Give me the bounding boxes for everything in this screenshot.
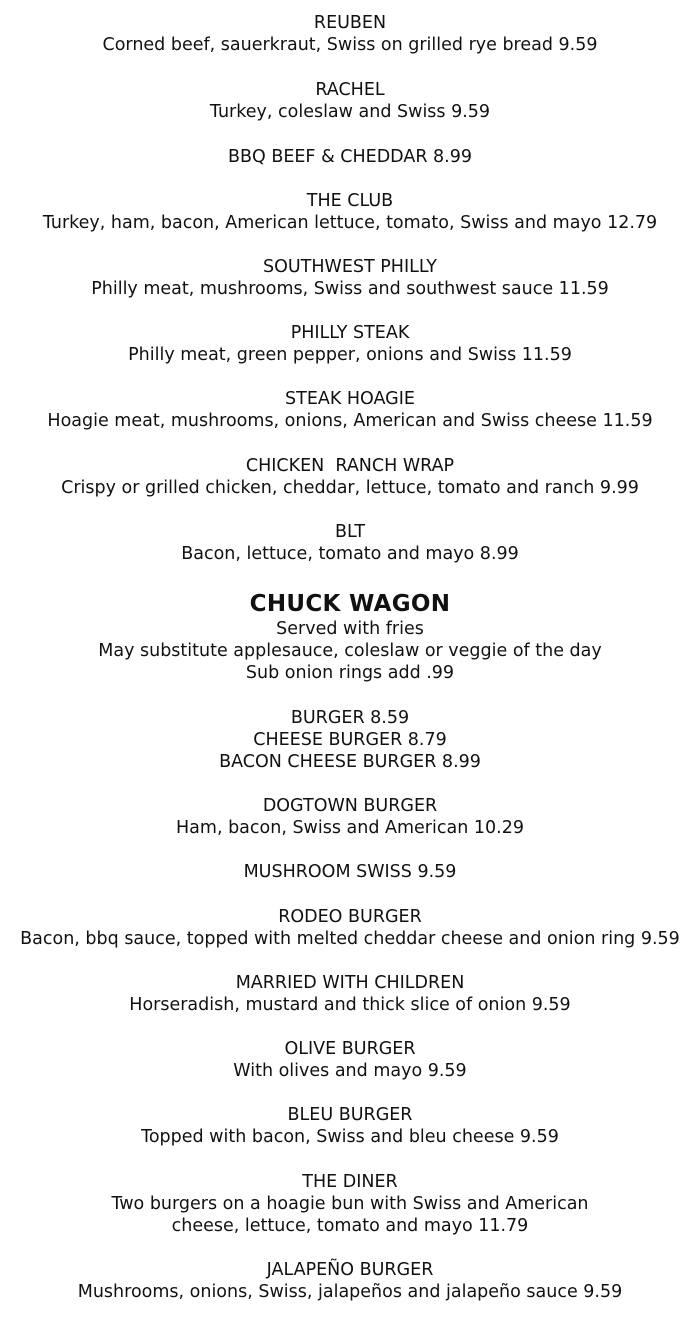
- item-name: PHILLY STEAK: [290, 323, 410, 343]
- item-name: RACHEL: [315, 80, 385, 100]
- section-note: May substitute applesauce, coleslaw or veggie of the day: [98, 641, 602, 661]
- item-description: Horseradish, mustard and thick slice of onion 9.59: [129, 995, 571, 1015]
- item-description: Two burgers on a hoagie bun with Swiss and American: [111, 1194, 589, 1214]
- item-description: Hoagie meat, mushrooms, onions, American and Swiss cheese 11.59: [47, 411, 653, 431]
- item-name: RODEO BURGER: [278, 907, 422, 927]
- item-name: SOUTHWEST PHILLY: [262, 257, 437, 277]
- item-name: BLEU BURGER: [287, 1105, 413, 1125]
- item-name: MARRIED WITH CHILDREN: [235, 973, 465, 993]
- item-description: Topped with bacon, Swiss and bleu cheese 9.59: [141, 1127, 559, 1147]
- section-note: Served with fries: [276, 619, 424, 639]
- menu-item-southwest-philly: [0, 256, 700, 300]
- item-description: Philly meat, mushrooms, Swiss and southwest sauce 11.59: [91, 279, 609, 299]
- item-description: Turkey, ham, bacon, American lettuce, tomato, Swiss and mayo 12.79: [42, 213, 658, 233]
- menu-item-bleu-burger: [0, 1104, 700, 1148]
- item-description: Mushrooms, onions, Swiss, jalapeños and jalapeño sauce 9.59: [77, 1282, 623, 1302]
- item-description: Bacon, lettuce, tomato and mayo 8.99: [181, 544, 519, 564]
- menu-item-chicken-ranch-wrap: [0, 455, 700, 499]
- item-name: OLIVE BURGER: [284, 1039, 416, 1059]
- item-description: cheese, lettuce, tomato and mayo 11.79: [171, 1216, 529, 1236]
- menu-item-blt: [0, 521, 700, 565]
- menu-item-olive-burger: [0, 1038, 700, 1082]
- item-name: BBQ BEEF & CHEDDAR 8.99: [227, 147, 473, 167]
- item-description: Bacon, bbq sauce, topped with melted cheddar cheese and onion ring 9.59: [20, 929, 680, 949]
- item-description: Crispy or grilled chicken, cheddar, lettuce, tomato and ranch 9.99: [61, 478, 639, 498]
- item-description: With olives and mayo 9.59: [233, 1061, 467, 1081]
- menu-item-married-with-children: [0, 972, 700, 1016]
- item-description: Philly meat, green pepper, onions and Swiss 11.59: [128, 345, 572, 365]
- section-title: CHUCK WAGON: [249, 591, 451, 617]
- menu-item-the-club: [0, 190, 700, 234]
- menu-item-the-diner: [0, 1171, 700, 1237]
- menu-item-steak-hoagie: [0, 388, 700, 432]
- section-note: Sub onion rings add .99: [245, 663, 455, 683]
- item-description: Corned beef, sauerkraut, Swiss on grilled rye bread 9.59: [102, 35, 598, 55]
- menu-item-reuben: [0, 12, 700, 56]
- menu-item-philly-steak: [0, 322, 700, 366]
- item-name: THE DINER: [302, 1172, 398, 1192]
- menu-item-mushroom-swiss: [0, 861, 700, 883]
- item-name: CHICKEN RANCH WRAP: [245, 456, 455, 476]
- item-name: STEAK HOAGIE: [285, 389, 415, 409]
- menu-item-burgers: [0, 707, 700, 773]
- menu-item-rachel: [0, 79, 700, 123]
- item-name: MUSHROOM SWISS 9.59: [243, 862, 457, 882]
- item-name: JALAPEÑO BURGER: [266, 1260, 434, 1280]
- item-name: THE CLUB: [306, 191, 394, 211]
- menu-item-jalapeno-burger: [0, 1259, 700, 1303]
- item-name: REUBEN: [313, 13, 387, 33]
- item-description: Ham, bacon, Swiss and American 10.29: [176, 818, 524, 838]
- item-name: CHEESE BURGER 8.79: [253, 730, 447, 750]
- item-name: DOGTOWN BURGER: [262, 796, 438, 816]
- menu-item-bbq-beef-cheddar: [0, 146, 700, 168]
- item-name: BACON CHEESE BURGER 8.99: [219, 752, 481, 772]
- item-description: Turkey, coleslaw and Swiss 9.59: [209, 102, 491, 122]
- menu-item-rodeo-burger: [0, 906, 700, 950]
- menu-item-dogtown-burger: [0, 795, 700, 839]
- item-name: BURGER 8.59: [290, 708, 410, 728]
- section-chuck-wagon: [0, 590, 700, 684]
- item-name: BLT: [334, 522, 366, 542]
